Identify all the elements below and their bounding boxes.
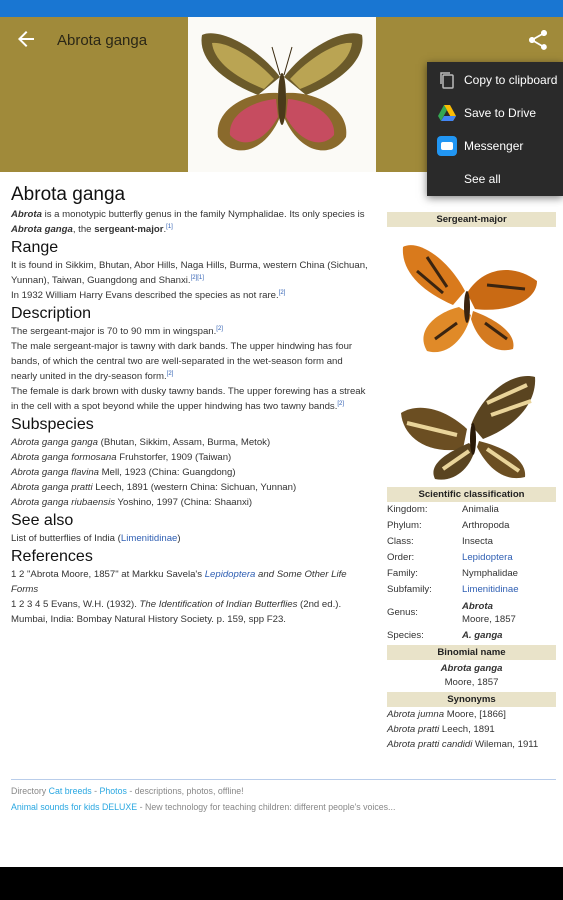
classification-heading: Scientific classification [387,487,556,502]
taxon-row [387,502,556,518]
menu-item-label: Messenger [464,138,524,153]
see-also-paragraph [11,531,371,546]
ref-link[interactable]: [2] [166,370,174,377]
article-title: Abrota ganga [11,184,126,205]
synonym-name: Abrota pratti candidi [387,739,473,750]
infobox-title: Sergeant-major [387,212,556,227]
promo-line-1 [11,783,556,799]
synonyms-heading: Synonyms [387,692,556,707]
see-also-heading: See also [11,512,74,529]
subspecies-detail: Mell, 1923 (China: Guangdong) [99,467,236,478]
intro-end: . [163,224,167,235]
taxon-rank: Order: [387,552,415,563]
subspecies-name: Abrota ganga pratti [11,482,93,493]
ref-text-end: (2nd ed.). Mumbai, India: Bombay Natural History Society. p. 159, spp F23. [11,599,342,625]
ref-backlinks[interactable]: 1 2 [11,569,28,580]
list-item [11,435,371,450]
range-heading: Range [11,239,59,256]
taxon-rank: Subfamily: [387,584,432,595]
reference-1 [11,567,371,597]
description-paragraph-2 [11,339,371,384]
description-paragraph-3 [11,384,371,414]
taxon-row [387,566,556,582]
cat-breeds-link[interactable]: Cat breeds [48,786,92,796]
butterfly-image-underside[interactable] [387,363,556,487]
taxon-value: Insecta [462,536,493,547]
description-text-2: The male sergeant-major is tawny with dark bands. The upper hindwing has four bands, of which the central two are well-separated in the wet-season form and nearly united in the dry-season form. [11,341,353,382]
intro-text-2: , the [72,224,95,235]
ref-link[interactable]: [1] [166,223,173,230]
list-item [11,450,371,465]
synonym-name: Abrota pratti [387,724,440,735]
promo-description: - New technology for teaching children: different people's voices... [137,802,396,812]
see-also-text: List of butterflies of India ( [11,533,121,544]
genus-value [462,600,556,626]
ref-backlinks[interactable]: 1 2 3 4 5 [11,599,52,610]
list-item [11,465,371,480]
butterfly-image-upperside[interactable] [387,227,556,363]
taxon-row [387,518,556,534]
article-body [11,180,371,627]
promo-separator: - [91,786,100,796]
limenitidinae-link[interactable]: Limenitidinae [120,533,178,544]
taxon-value: Nymphalidae [462,568,518,579]
synonym-item [387,707,556,722]
navigation-bar [0,867,563,900]
copy-icon [437,70,457,90]
taxon-value: Animalia [462,504,499,515]
reference-2 [11,597,371,627]
intro-common-name: sergeant-major [94,224,164,235]
description-text: The sergeant-major is 70 to 90 mm in wingspan. [11,326,217,337]
taxon-rank: Phylum: [387,520,422,531]
references-heading: References [11,548,93,565]
ref-link[interactable]: [2] [216,325,223,332]
menu-item-copy-to-clipboard[interactable] [427,63,563,96]
menu-item-label: Copy to clipboard [464,72,558,87]
menu-item-label: See all [464,171,501,186]
taxon-value: Arthropoda [462,520,510,531]
promo-line-2 [11,799,556,815]
ref-text: Evans, W.H. (1932). [51,599,140,610]
binomial-name: Abrota ganga [440,663,503,674]
share-icon[interactable] [526,28,550,52]
synonym-name: Abrota jumna [387,709,445,720]
lepidoptera-link[interactable]: Lepidoptera [204,569,256,580]
menu-item-save-to-drive[interactable] [427,96,563,129]
ref-link[interactable]: [2][1] [190,274,204,281]
subspecies-list [11,435,371,510]
taxobox [387,212,556,752]
taxon-row [387,534,556,550]
animal-sounds-link[interactable]: Animal sounds for kids DELUXE [11,802,138,812]
taxon-rank: Species: [387,630,424,641]
description-paragraph-1 [11,324,371,339]
taxon-rank: Genus: [387,607,418,618]
genus-author: Moore, 1857 [462,614,516,625]
butterfly-header-image [188,17,376,172]
taxon-row-species [387,628,556,644]
subspecies-name: Abrota ganga formosana [11,452,117,463]
promo-footer [11,779,556,815]
range-paragraph-1 [11,258,371,288]
ref-book-title: The Identification of Indian Butterflies [139,599,298,610]
range-paragraph-2 [11,288,371,303]
intro-text: is a monotypic butterfly genus in the family Nymphalidae. Its only species is [41,209,365,220]
synonym-author: Leech, 1891 [439,724,495,735]
menu-item-label: Save to Drive [464,105,537,120]
drive-icon [437,103,457,123]
taxon-rank: Kingdom: [387,504,428,515]
taxon-row-genus [387,598,556,628]
subspecies-detail: (Bhutan, Sikkim, Assam, Burma, Metok) [97,437,271,448]
photos-link[interactable]: Photos [99,786,127,796]
genus-name: Abrota [462,601,493,612]
intro-genus: Abrota [11,209,42,220]
ref-text-end: and Some Other Life Forms [11,569,347,595]
species-name: A. ganga [462,630,503,641]
taxon-row [387,582,556,598]
ref-link[interactable]: [2] [278,289,286,296]
menu-item-see-all[interactable] [427,162,563,195]
limenitidinae-taxon-link[interactable]: Limenitidinae [462,584,519,595]
description-text-3: The female is dark brown with dusky tawny bands. The upper forewing has a streak in the cell with a spot beyond while the upper hindwing has two tawny bands. [11,386,366,412]
intro-species: Abrota ganga [11,224,73,235]
subspecies-detail: Leech, 1891 (western China: Sichuan, Yunnan) [92,482,297,493]
synonym-item [387,722,556,737]
messenger-icon [437,136,457,156]
subspecies-detail: Yoshino, 1997 (China: Shaanxi) [115,497,253,508]
subspecies-detail: Fruhstorfer, 1909 (Taiwan) [116,452,232,463]
app-bar-title: Abrota ganga [57,32,148,49]
see-also-end: ) [177,533,181,544]
ref-link[interactable]: [2] [337,400,345,407]
synonym-item [387,737,556,752]
taxon-row [387,550,556,566]
intro-paragraph [11,207,371,237]
share-menu [427,62,563,196]
promo-prefix: Directory [11,786,49,796]
range-text: It is found in Sikkim, Bhutan, Abor Hills, Naga Hills, Burma, western China (Sichuan, Yunnan), Taiwan, Guangdong and Shanxi. [11,260,368,286]
subspecies-heading: Subspecies [11,416,94,433]
back-arrow-icon[interactable] [14,27,38,51]
taxon-rank: Class: [387,536,414,547]
subspecies-name: Abrota ganga flavina [11,467,100,478]
synonym-author: Wileman, 1911 [472,739,539,750]
promo-description: - descriptions, photos, offline! [126,786,244,796]
lepidoptera-taxon-link[interactable]: Lepidoptera [462,552,513,563]
ref-text: "Abrota Moore, 1857" at Markku Savela's [27,569,205,580]
taxon-rank: Family: [387,568,418,579]
list-item [11,495,371,510]
range-text-2: In 1932 William Harry Evans described the species as not rare. [11,290,279,301]
binomial-author: Moore, 1857 [444,677,499,688]
description-heading: Description [11,305,92,322]
status-bar [0,0,563,17]
subspecies-name: Abrota ganga riubaensis [11,497,116,508]
synonym-author: Moore, [1866] [444,709,506,720]
menu-item-messenger[interactable] [427,129,563,162]
list-item [11,480,371,495]
subspecies-name: Abrota ganga ganga [11,437,98,448]
binomial-heading: Binomial name [387,645,556,660]
